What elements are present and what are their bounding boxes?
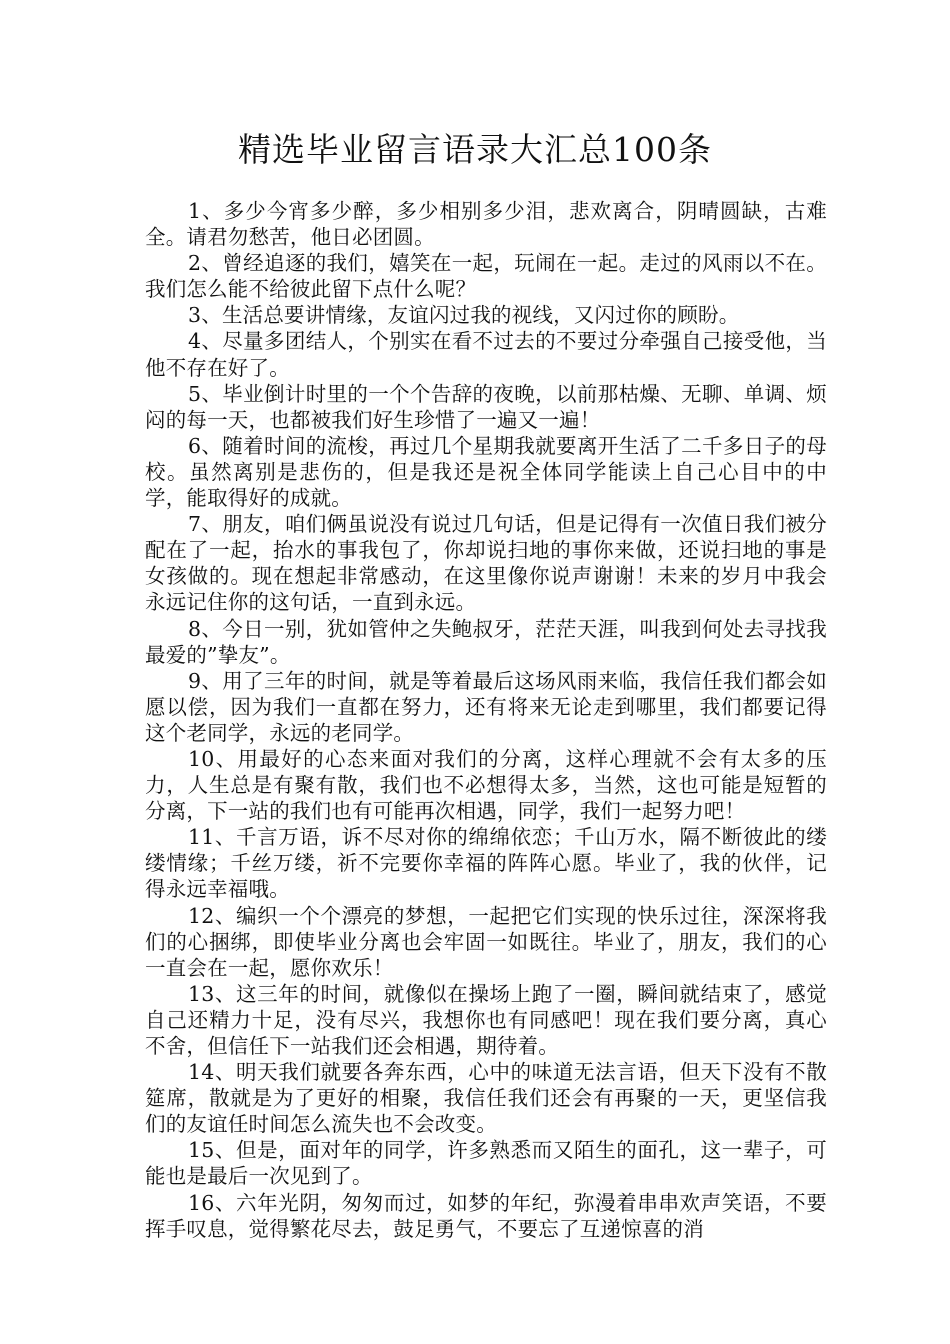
paragraph: 3、生活总要讲情缘，友谊闪过我的视线，又闪过你的顾盼。 [188, 303, 740, 328]
paragraph: 15、但是，面对年的同学，许多熟悉而又陌生的面孔，这一辈子，可能也是最后一次见到了。 [145, 1138, 827, 1189]
paragraph: 11、千言万语，诉不尽对你的绵绵依恋；千山万水，隔不断彼此的缕缕情缘；千丝万缕，祈不完要你幸福的阵阵心愿。毕业了，我的伙伴，记得永远幸福哦。 [145, 825, 827, 902]
paragraph: 6、随着时间的流梭，再过几个星期我就要离开生活了二千多日子的母校。虽然离别是悲伤的，但是我还是祝全体同学能读上自己心目中的中学，能取得好的成就。 [145, 433, 827, 511]
paragraph: 13、这三年的时间，就像似在操场上跑了一圈，瞬间就结束了，感觉自己还精力十足，没有尽兴，我想你也有同感吧！现在我们要分离，真心不舍，但信任下一站我们还会相遇，期待着。 [145, 981, 827, 1058]
paragraph: 7、朋友，咱们俩虽说没有说过几句话，但是记得有一次值日我们被分配在了一起，抬水的事我包了，你却说扫地的事你来做，还说扫地的事是女孩做的。现在想起非常感动，在这里像你说声谢谢！未来的岁月中我会永远记住你的这句话，一直到永远。 [145, 512, 827, 615]
paragraph: 14、明天我们就要各奔东西，心中的味道无法言语，但天下没有不散筵席，散就是为了更好的相聚，我信任我们还会有再聚的一天，更坚信我们的友谊任时间怎么流失也不会改变。 [145, 1060, 827, 1137]
paragraph: 2、曾经追逐的我们，嬉笑在一起，玩闹在一起。走过的风雨以不在。我们怎么能不给彼此留下点什么呢？ [145, 251, 827, 302]
paragraph: 16、六年光阴，匆匆而过，如梦的年纪，弥漫着串串欢声笑语，不要挥手叹息，觉得繁花尽去，鼓足勇气，不要忘了互递惊喜的消 [145, 1190, 827, 1241]
document-body [145, 198, 827, 1242]
document-title: 精选毕业留言语录大汇总100条 [238, 130, 712, 169]
paragraph: 4、尽量多团结人，个别实在看不过去的不要过分牵强自己接受他，当他不存在好了。 [145, 329, 827, 380]
paragraph: 9、用了三年的时间，就是等着最后这场风雨来临，我信任我们都会如愿以偿，因为我们一直都在努力，还有将来无论走到哪里，我们都要记得这个老同学，永远的老同学。 [145, 668, 827, 745]
paragraph: 10、用最好的心态来面对我们的分离，这样心理就不会有太多的压力，人生总是有聚有散，我们也不必想得太多，当然，这也可能是短暂的分离，下一站的我们也有可能再次相遇，同学，我们一起努力吧！ [145, 746, 827, 824]
paragraph: 8、今日一别，犹如管仲之失鲍叔牙，茫茫天涯，叫我到何处去寻找我最爱的”挚友”。 [145, 616, 827, 667]
paragraph: 1、多少今宵多少醉，多少相别多少泪，悲欢离合，阴晴圆缺，古难全。请君勿愁苦，他日必团圆。 [145, 199, 827, 250]
paragraph: 12、编织一个个漂亮的梦想，一起把它们实现的快乐过往，深深将我们的心捆绑，即使毕业分离也会牢固一如既往。毕业了，朋友，我们的心一直会在一起，愿你欢乐！ [145, 903, 827, 980]
paragraph: 5、毕业倒计时里的一个个告辞的夜晚，以前那枯燥、无聊、单调、烦闷的每一天，也都被我们好生珍惜了一遍又一遍！ [145, 381, 827, 432]
